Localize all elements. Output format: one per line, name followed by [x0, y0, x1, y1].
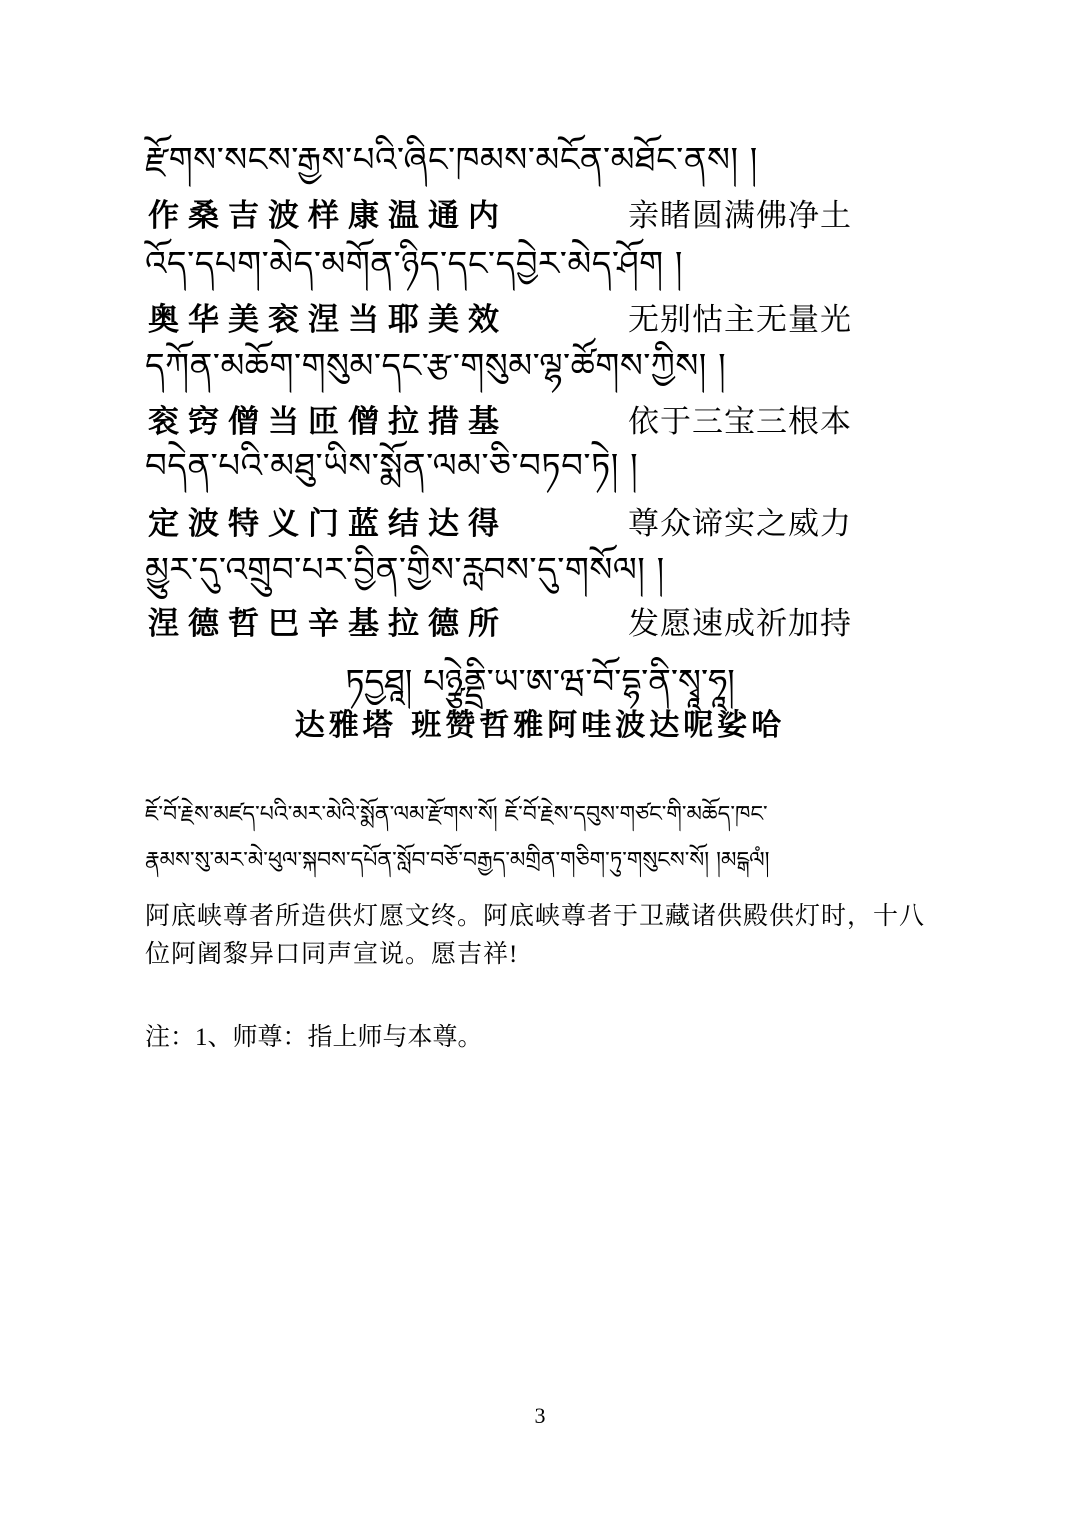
colophon-chinese: 阿底峡尊者所造供灯愿文终。阿底峡尊者于卫藏诸供殿供灯时，十八位阿阇黎异口同声宣说。愿吉祥!: [145, 903, 926, 968]
verse-2-meaning: 无别怙主无量光: [628, 302, 852, 337]
verse-1-transliteration: 作桑吉波样康温通内: [148, 198, 508, 234]
page-number: 3: [534, 1403, 546, 1428]
verse-5-tibetan: མྱུར་དུ་འགྲུབ་པར་བྱིན་གྱིས་རླབས་དུ་གསོལ། །: [145, 550, 665, 590]
verse-3-meaning: 依于三宝三根本: [628, 404, 852, 439]
verse-3-transliteration: 衮窍僧当匝僧拉措基: [148, 404, 508, 440]
verse-2-tibetan: འོད་དཔག་མེད་མགོན་ཉིད་དང་དབྱེར་མེད་ཤོག །: [145, 244, 683, 284]
verse-4-transliteration: 定波特义门蓝结达得: [148, 506, 508, 542]
verse-5-transliteration: 涅德哲巴辛基拉德所: [148, 606, 508, 642]
mantra-tibetan: ཏདྱཐཱ། པཉྩེནྡྲི་ཡ་ཨ་ཝ་བོ་དྷ་ནི་སྭཱ་ཧཱ།: [345, 662, 735, 702]
verse-2-transliteration: 奥华美衮涅当耶美效: [148, 302, 508, 338]
colophon-tibetan-line-1: ཇོ་བོ་རྗེས་མཛད་པའི་མར་མེའི་སྨོན་ལམ་རྫོགས་སོ། ཇོ་བོ་རྗེས་དབུས་གཙང་གི་མཆོད་ཁང་: [145, 802, 768, 827]
footnote: 注：1、师尊：指上师与本尊。: [145, 1024, 483, 1051]
mantra-transliteration: 达雅塔 班赞哲雅阿哇波达呢娑哈: [294, 708, 786, 743]
verse-4-meaning: 尊众谛实之威力: [628, 506, 852, 541]
verse-1-tibetan: རྫོགས་སངས་རྒྱས་པའི་ཞིང་ཁམས་མངོན་མཐོང་ནས། །: [145, 140, 758, 180]
verse-4-tibetan: བདེན་པའི་མཐུ་ཡིས་སྨོན་ལམ་ཅི་བཏབ་ཏེ། །: [145, 446, 639, 486]
verse-5-meaning: 发愿速成祈加持: [628, 606, 852, 641]
colophon-tibetan-line-2: རྣམས་སུ་མར་མེ་ཕུལ་སྐབས་དཔོན་སློབ་བཅོ་བརྒྱད་མགྲིན་གཅིག་ཏུ་གསུངས་སོ། །མངྒལཾ།: [145, 848, 770, 873]
verse-1-meaning: 亲睹圆满佛净土: [628, 198, 852, 233]
verse-3-tibetan: དཀོན་མཆོག་གསུམ་དང་རྩ་གསུམ་ལྷ་ཚོགས་ཀྱིས། །: [145, 346, 727, 386]
